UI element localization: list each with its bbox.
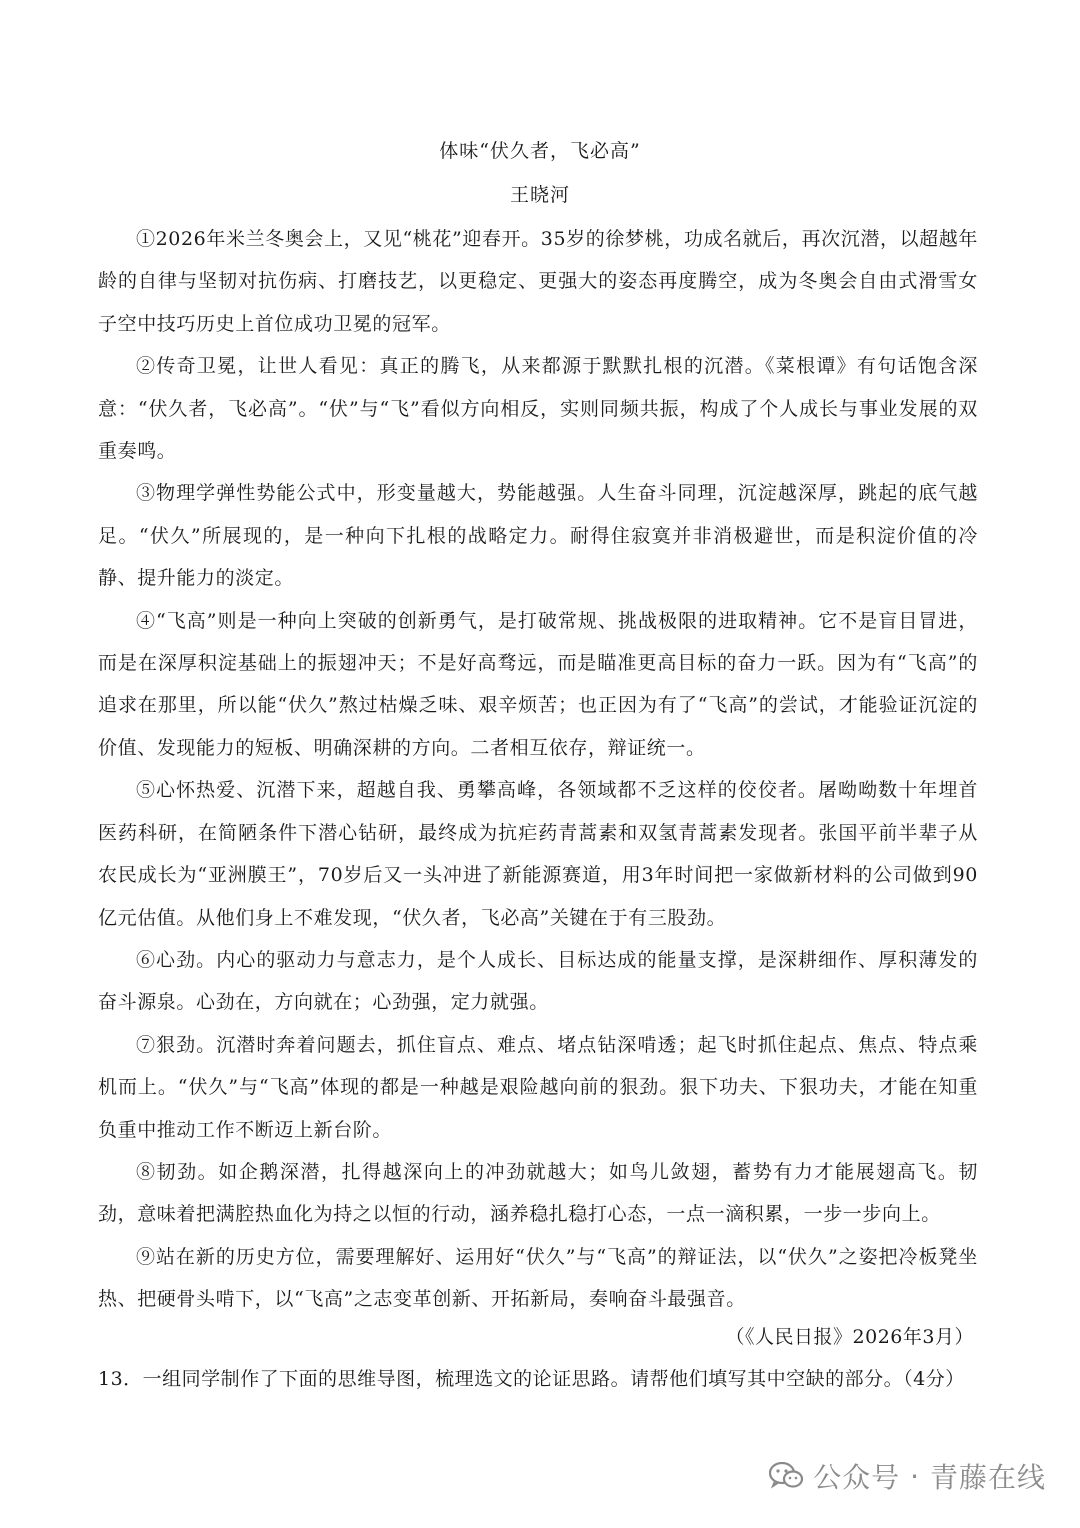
article-source: （《人民日报》2026年3月） — [725, 1326, 974, 1348]
article-body — [98, 218, 978, 1321]
question-13: 13．一组同学制作了下面的思维导图，梳理选文的论证思路。请帮他们填写其中空缺的部分。（4分） — [98, 1368, 965, 1390]
article-title: 体味“伏久者，飞必高” — [439, 140, 641, 162]
paragraph-9: ⑨站在新的历史方位，需要理解好、运用好“伏久”与“飞高”的辩证法，以“伏久”之姿把冷板凳坐热、把硬骨头啃下，以“飞高”之志变革创新、开拓新局，奏响奋斗最强音。 — [98, 1245, 978, 1311]
paragraph-2: ②传奇卫冕，让世人看见：真正的腾飞，从来都源于默默扎根的沉潜。《菜根谭》有句话饱含深意：“伏久者，飞必高”。“伏”与“飞”看似方向相反，实则同频共振，构成了个人成长与事业发展的双重奏鸣。 — [98, 355, 978, 463]
paragraph-4: ④“飞高”则是一种向上突破的创新勇气，是打破常规、挑战极限的进取精神。它不是盲目冒进，而是在深厚积淀基础上的振翅冲天；不是好高骛远，而是瞄准更高目标的奋力一跃。因为有“飞高”的追求在那里，所以能“伏久”熬过枯燥乏味、艰辛烦苦；也正因为有了“飞高”的尝试，才能验证沉淀的价值、发现能力的短板、明确深耕的方向。二者相互依存，辩证统一。 — [98, 609, 978, 759]
watermark — [769, 1456, 1046, 1496]
paragraph-1: ①2026年米兰冬奥会上，又见“桃花”迎春开。35岁的徐梦桃，功成名就后，再次沉潜，以超越年龄的自律与坚韧对抗伤病、打磨技艺，以更稳定、更强大的姿态再度腾空，成为冬奥会自由式滑雪女子空中技巧历史上首位成功卫冕的冠军。 — [98, 228, 978, 335]
watermark-label: 公众号 — [813, 1461, 901, 1494]
paragraph-5: ⑤心怀热爱、沉潜下来，超越自我、勇攀高峰，各领域都不乏这样的佼佼者。屠呦呦数十年埋首医药科研，在简陋条件下潜心钻研，最终成为抗疟药青蒿素和双氢青蒿素发现者。张国平前半辈子从农民成长为“亚洲膜王”，70岁后又一头冲进了新能源赛道，用3年时间把一家做新材料的公司做到90亿元估值。从他们身上不难发现，“伏久者，飞必高”关键在于有三股劲。 — [98, 779, 978, 929]
article-author: 王晓河 — [509, 184, 570, 206]
paragraph-6: ⑥心劲。内心的驱动力与意志力，是个人成长、目标达成的能量支撑，是深耕细作、厚积薄发的奋斗源泉。心劲在，方向就在；心劲强，定力就强。 — [98, 948, 978, 1014]
watermark-separator: · — [910, 1459, 920, 1493]
wechat-icon — [769, 1462, 803, 1490]
paragraph-3: ③物理学弹性势能公式中，形变量越大，势能越强。人生奋斗同理，沉淀越深厚，跳起的底气越足。“伏久”所展现的，是一种向下扎根的战略定力。耐得住寂寞并非消极避世，而是积淀价值的冷静、提升能力的淡定。 — [98, 482, 978, 590]
paragraph-7: ⑦狠劲。沉潜时奔着问题去，抓住盲点、难点、堵点钻深啃透；起飞时抓住起点、焦点、特点乘机而上。“伏久”与“飞高”体现的都是一种越是艰险越向前的狠劲。狠下功夫、下狠功夫，才能在知重负重中推动工作不断迈上新台阶。 — [98, 1033, 978, 1141]
paragraph-8: ⑧韧劲。如企鹅深潜，扎得越深向上的冲劲就越大；如鸟儿敛翅，蓄势有力才能展翅高飞。韧劲，意味着把满腔热血化为持之以恒的行动，涵养稳扎稳打心态，一点一滴积累，一步一步向上。 — [98, 1160, 978, 1226]
watermark-account: 青藤在线 — [929, 1461, 1046, 1494]
